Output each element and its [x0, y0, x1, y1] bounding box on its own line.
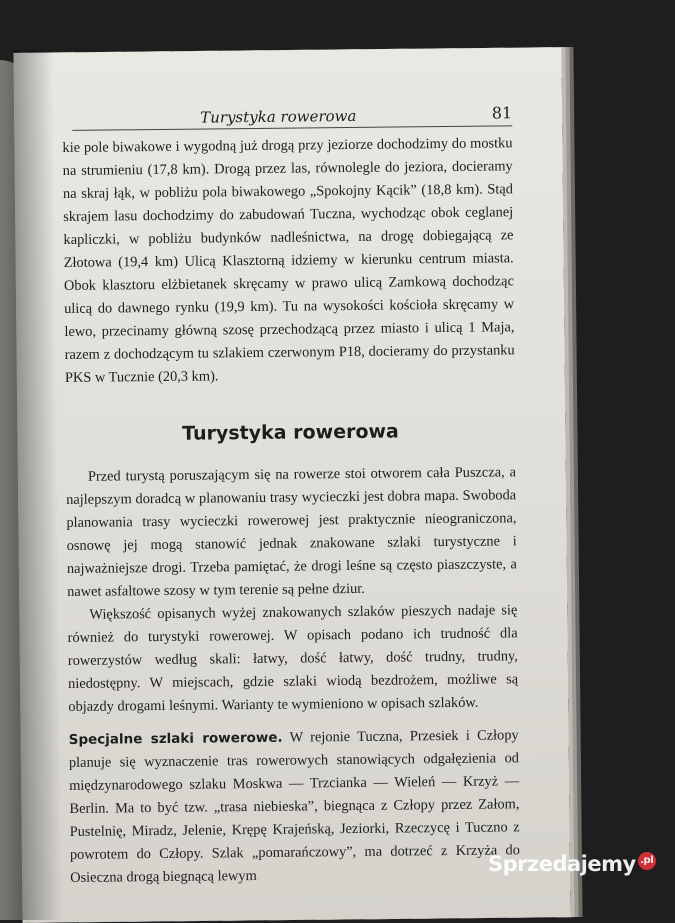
- running-head: Turystyka rowerowa: [200, 106, 357, 127]
- paragraph-route-end: kie pole biwakowe i wygodną już drogą przy jeziorze dochodzimy do mostku na strumieniu (17,8 km). Drogą przez las, równolegle do jeziora, docieramy na skraj łąk, w pobliżu pola biwakowego „Spokojny Kącik” (18,8 km). Stąd skrajem lasu dochodzimy do zabudowań Tuczna, wychodząc obok ceglanej kapliczki, w pobliżu budynków nadleśnictwa, na drogę dobiegającą ze Złotowa (19,4 km) Ulicą Klasztorną idziemy w kierunku centrum miasta. Obok klasztoru elżbietanek skręcamy w prawo ulicą Zamkową dochodząc ulicą do dawnego rynku (19,9 km). Tu na wysokości kościoła skręcamy w lewo, przecinamy główną szosę przechodzącą przez miasto i ulicą 1 Maja, razem z dochodzącym tu szlakiem czerwonym P18, docieramy do przystanku PKS w Tucznie (20,3 km).: [62, 135, 515, 386]
- paragraph-intro: Przed turystą poruszającym się na rowerze stoi otworem cała Puszcza, a najlepszym doradcą w planowaniu trasy wycieczki jest dobra mapa. Swoboda planowania trasy wycieczki rowerowej jest praktycznie nieograniczona, osnowę jej mogą stanowić jednak znakowane szlaki turystyczne i najważniejsze drogi. Trzeba pamiętać, że drogi leśne są często piaszczyste, a nawet asfaltowe szosy w tym terenie są pełne dziur.: [66, 464, 517, 600]
- paragraph-trails: Większość opisanych wyżej znakowanych szlaków pieszych nadaje się również do turystyki rowerowej. W opisach podano ich trudność dla rowerzystów według skali: łatwy, dość łatwy, dość trudny, trudny, niedostępny. W miejscach, gdzie szlaki wiodą bezdrożem, możliwe są objazdy drogami leśnymi. Warianty te wymieniono w opisach szlaków.: [67, 602, 519, 715]
- watermark-logo: [488, 852, 656, 876]
- section-title: Turystyka rowerowa: [182, 420, 399, 445]
- page-number: 81: [491, 103, 513, 123]
- watermark-text: Sprzedajemy: [488, 852, 636, 876]
- page-header: [72, 95, 512, 131]
- special-routes-text: W rejonie Tuczna, Przesiek i Człopy planuje się wyznaczenie tras rowerowych stanowiących odgałęzienia od międzynarodowego szlaku Moskwa — Trzcianka — Wieleń — Krzyż — Berlin. Ma to być tzw. „trasa niebieska”, biegnąca z Człopy przez Załom, Pustelnię, Miradz, Jelenie, Krępę Krajeńską, Jeziorki, Rzeczycę i Tuczno z powrotem do Człopy. Szlak „pomarańczowy”, ma dotrzeć z Krzyża do Osieczna drogą biegnącą lewym: [68, 727, 520, 886]
- page-content: [62, 95, 520, 890]
- paragraph-special-routes: [69, 724, 521, 890]
- special-routes-heading: Specjalne szlaki rowerowe.: [68, 729, 283, 748]
- watermark-suffix-badge: .pl: [638, 852, 656, 870]
